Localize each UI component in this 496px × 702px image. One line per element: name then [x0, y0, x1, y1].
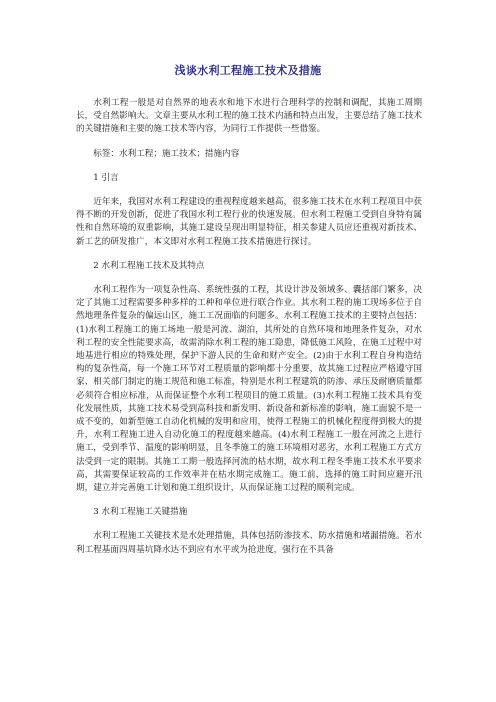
- abstract-paragraph: 水利工程一般是对自然界的地表水和地下水进行合理科学的控制和调配，其施工周期长，受自然影响大。文章主要从水利工程的施工技术内涵和特点出发，主要总结了施工技术的关键措施和主要的施工技术等内容，为同行工作提供一些借鉴。: [76, 98, 422, 135]
- intro-paragraph: 近年来，我国对水利工程建设的重视程度越来越高，很多施工技术在水利工程项目中获得不断的开发创新，促进了我国水利工程行业的快速发展。但水利工程施工受到自身特有属性和自然环境的双重影响，其施工建设呈现出明显特征，相关参建人员应还重视对新技术、新工艺的研发推广，本文即对水利工程施工技术措施进行探讨。: [76, 197, 422, 247]
- document-body: [76, 97, 422, 568]
- document-title: 浅谈水利工程施工技术及措施: [174, 64, 322, 77]
- section-heading-key-measures: 3 水利工程施工关键措施: [93, 507, 188, 518]
- keywords-line: 标签：水利工程；施工技术；措施内容: [93, 148, 240, 159]
- section-heading-techniques: 2 水利工程施工技术及其特点: [93, 260, 205, 271]
- section-heading-intro: 1 引言: [93, 172, 119, 183]
- techniques-paragraph: 水利工程作为一项复杂性高、系统性强的工程，其设计涉及领域多、囊括部门繁多，决定了其施工过程需要多种多样的工种和单位进行联合作业。其水利工程的施工现场多位于自然地理条件复杂的偏远山区，施工工况面临的问题多。水利工程施工技术的主要特点包括：(1)水利工程施工的施工场地一般是河流、湖泊，其所处的自然环境和地理条件复杂，对水利工程的安全性能要求高，故需消除水利工程的施工隐患，降低施工风险，在施工过程中对地基进行相应的特殊处理，保护下游人民的生命和财产安全。(2)由于水利工程自身构造结构的复杂性高，每一个施工环节对工程质量的影响都十分重要，故其施工过程应严格遵守国家、相关部门制定的施工规范和施工标准，特别是水利工程建筑的防渗、承压及耐磨质量都必须符合相应标准，从而保证整个水利工程项目的施工质量。(3)水利工程施工技术具有变化发展性质，其施工技术易受到高科技和新发明、新设备和新标准的影响，施工面貌不是一成不变的，如新型施工自动化机械的发明和应用，使得工程施工的机械化程度得到极大的提升，水利工程施工进入自动化施工的程度越来越高。(4)水利工程施工一般在河流之上进行施工，受到季节、温度的影响明显，且冬季施工的施工环境相对恶劣，水利工程施工方式方法受到一定的限制。其施工工期一般选择河流的枯水期，故水利工程冬季施工技术水平要求高，其需要保证较高的工作效率并在枯水期完成施工。施工前，选择的施工时间应避开汛期，建立并完善施工计划和施工组织设计，从而保证施工过程的顺利完成。: [76, 285, 422, 494]
- key-measures-paragraph: 水利工程施工关键技术是水处理措施，具体包括防渗技术、防水措施和堵漏措施。若水利工程基面四周基坑降水达不到应有水平或为抢进度，强行在不具备: [76, 531, 422, 555]
